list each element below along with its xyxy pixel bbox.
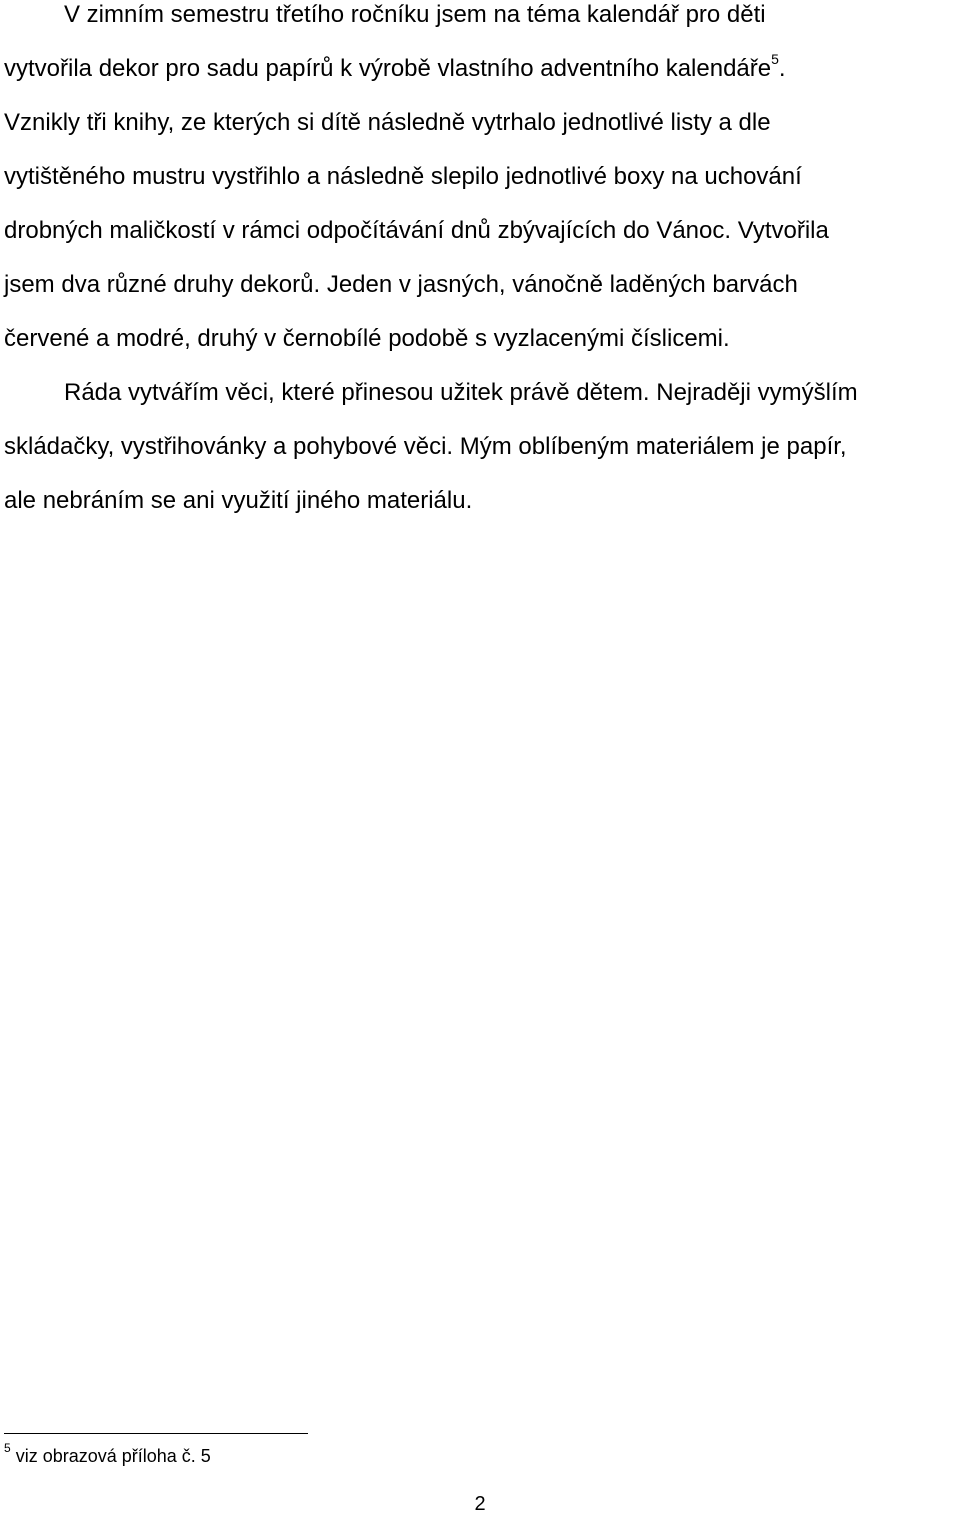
- paragraph-1-line-4: vytištěného mustru vystřihlo a následně slepilo jednotlivé boxy na uchování: [4, 163, 802, 190]
- footnote: [4, 1441, 211, 1468]
- paragraph-1-line-2: [4, 51, 786, 84]
- paragraph-1-line-2-text: vytvořila dekor pro sadu papírů k výrobě vlastního adventního kalendáře: [4, 55, 772, 82]
- paragraph-2-line-3: ale nebráním se ani využití jiného materiálu.: [4, 487, 473, 514]
- page-number: 2: [474, 1493, 486, 1515]
- footnote-number: 5: [4, 1441, 11, 1455]
- paragraph-1-line-3: Vznikly tři knihy, ze kterých si dítě následně vytrhalo jednotlivé listy a dle: [4, 109, 771, 136]
- paragraph-1-line-6: jsem dva různé druhy dekorů. Jeden v jasných, vánočně laděných barvách: [4, 271, 798, 298]
- paragraph-1-line-5: drobných maličkostí v rámci odpočítávání dnů zbývajících do Vánoc. Vytvořila: [4, 217, 829, 244]
- paragraph-1-line-1: V zimním semestru třetího ročníku jsem na téma kalendář pro děti: [64, 1, 766, 28]
- paragraph-2-line-2: skládačky, vystřihovánky a pohybové věci. Mým oblíbeným materiálem je papír,: [4, 433, 847, 460]
- footnote-reference-period: .: [778, 55, 786, 82]
- footnote-separator: [4, 1433, 308, 1434]
- paragraph-2-line-1: Ráda vytvářím věci, které přinesou užitek právě dětem. Nejraději vymýšlím: [64, 379, 858, 406]
- paragraph-1-line-7: červené a modré, druhý v černobílé podobě s vyzlacenými číslicemi.: [4, 325, 730, 352]
- footnote-text: viz obrazová příloha č. 5: [15, 1446, 211, 1466]
- footnote-reference[interactable]: 5: [771, 51, 779, 67]
